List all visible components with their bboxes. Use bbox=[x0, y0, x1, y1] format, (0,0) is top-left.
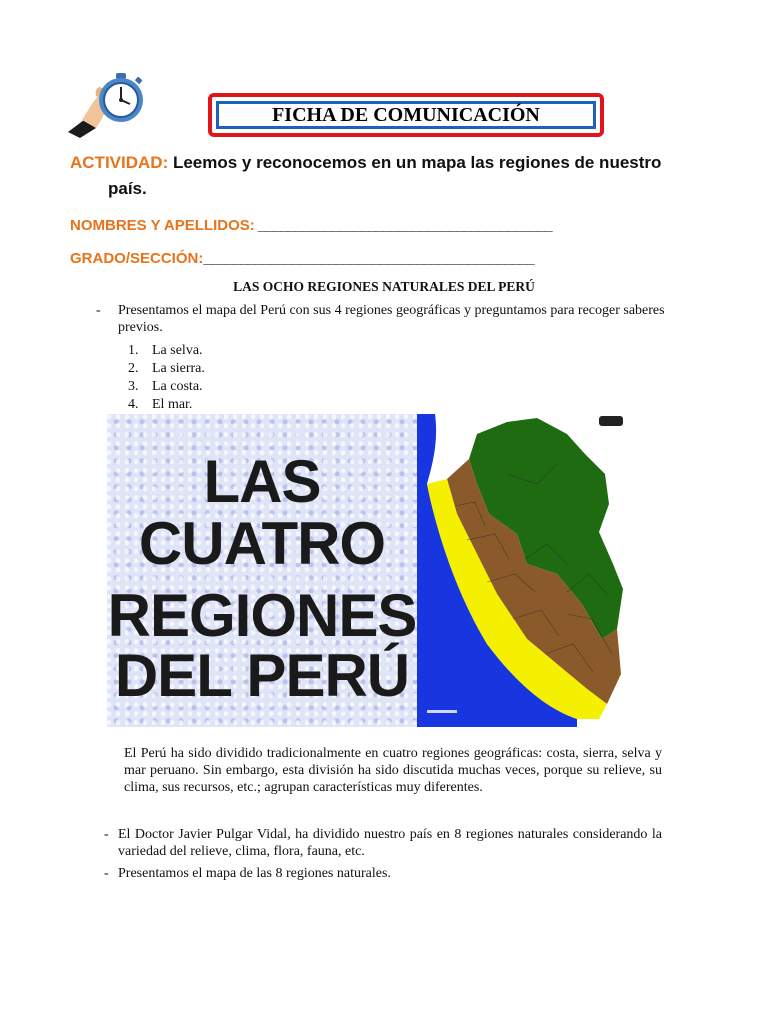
bullet-text: Presentamos el mapa de las 8 regiones naturales. bbox=[118, 866, 391, 881]
list-item-label: La selva. bbox=[152, 343, 203, 358]
stopwatch-icon bbox=[66, 70, 148, 138]
activity-label: ACTIVIDAD bbox=[70, 153, 163, 172]
figure-word-cuatro: CUATRO bbox=[138, 510, 386, 577]
figure-word-las: LAS bbox=[203, 448, 321, 515]
title-box bbox=[208, 93, 604, 137]
figure-title-panel bbox=[107, 414, 417, 727]
list-item bbox=[128, 378, 205, 396]
activity-separator: : bbox=[162, 153, 169, 172]
list-item-label: La costa. bbox=[152, 379, 203, 394]
grade-field[interactable] bbox=[70, 248, 534, 270]
list-item-label: El mar. bbox=[152, 397, 193, 412]
figure-word-regiones: REGIONES bbox=[107, 582, 417, 649]
bullet-dash: - bbox=[104, 827, 109, 842]
list-item-number: 3. bbox=[128, 379, 139, 394]
names-blank-line[interactable]: ________________________________________ bbox=[254, 217, 552, 234]
names-label: NOMBRES Y APELLIDOS: bbox=[70, 217, 255, 234]
activity-heading bbox=[70, 150, 690, 202]
list-item bbox=[128, 396, 205, 414]
pulgar-vidal-paragraph bbox=[104, 826, 662, 860]
grade-label: GRADO/SECCIÓN: bbox=[70, 250, 204, 267]
names-field[interactable] bbox=[70, 215, 552, 237]
map-logo-icon bbox=[599, 416, 623, 426]
list-item bbox=[128, 360, 205, 378]
list-item bbox=[128, 342, 205, 360]
page-title: FICHA DE COMUNICACIÓN bbox=[216, 101, 596, 129]
bullet-text: El Doctor Javier Pulgar Vidal, ha dividido nuestro país en 8 regiones naturales considerando la variedad del relieve, clima, flora, fauna, etc. bbox=[118, 827, 662, 859]
list-item-number: 1. bbox=[128, 343, 139, 358]
list-item-label: La sierra. bbox=[152, 361, 205, 376]
intro-text: Presentamos el mapa del Perú con sus 4 regiones geográficas y preguntamos para recoger saberes previos. bbox=[118, 303, 665, 335]
figure-word-del-peru: DEL PERÚ bbox=[114, 642, 410, 709]
section-title: LAS OCHO REGIONES NATURALES DEL PERÚ bbox=[233, 279, 535, 294]
intro-dash: - bbox=[96, 303, 101, 318]
regions-list bbox=[128, 342, 205, 414]
eight-regions-paragraph bbox=[104, 865, 662, 882]
peru-regions-figure bbox=[107, 414, 629, 727]
list-item-number: 2. bbox=[128, 361, 139, 376]
activity-text-line2: país. bbox=[108, 179, 147, 198]
description-paragraph: El Perú ha sido dividido tradicionalmente en cuatro regiones geográficas: costa, sierra, selva y mar peruano. Sin embargo, esta división ha sido discutida muchas veces, porque su relieve, su clima, sus recursos, etc.; agrupan características muy diferentes. bbox=[124, 746, 662, 795]
intro-paragraph bbox=[96, 302, 668, 336]
bullet-dash: - bbox=[104, 866, 109, 881]
list-item-number: 4. bbox=[128, 397, 139, 412]
grade-blank-line[interactable]: _____________________________________________ bbox=[203, 250, 534, 267]
peru-map bbox=[417, 414, 629, 727]
activity-text-line1: Leemos y reconocemos en un mapa las regiones de nuestro bbox=[168, 153, 662, 172]
